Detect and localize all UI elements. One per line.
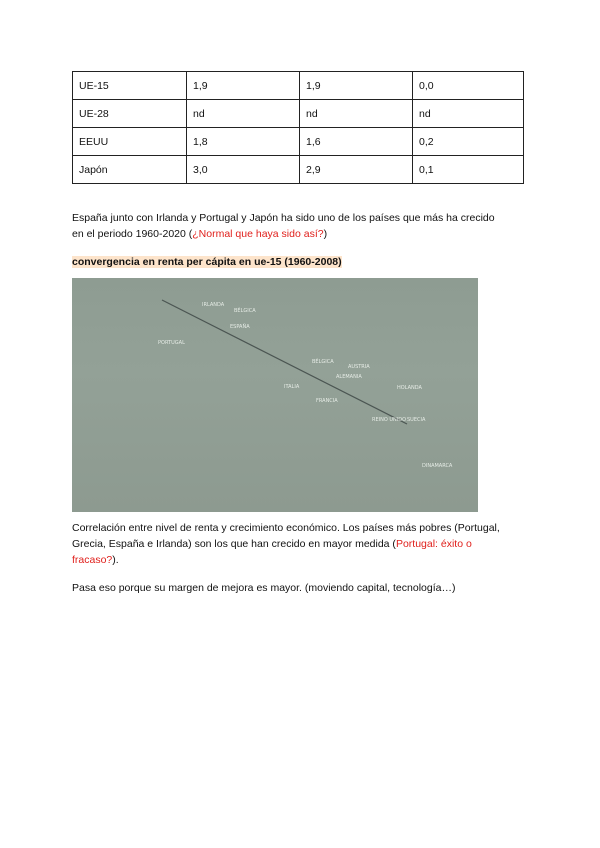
paragraph-margin bbox=[72, 580, 532, 596]
figure-label: ESPAÑA bbox=[230, 324, 250, 330]
table-cell: EEUU bbox=[73, 128, 187, 156]
convergence-figure-photo bbox=[72, 278, 478, 512]
table-row bbox=[73, 72, 524, 100]
table-cell: 0,2 bbox=[413, 128, 524, 156]
table-cell: UE-28 bbox=[73, 100, 187, 128]
text-line: Correlación entre nivel de renta y crecimiento económico. Los países más pobres (Portugal, bbox=[72, 522, 500, 534]
figure-label: IRLANDA bbox=[202, 302, 225, 308]
table-row bbox=[73, 100, 524, 128]
text-span: ). bbox=[112, 554, 119, 566]
table-cell: UE-15 bbox=[73, 72, 187, 100]
table-cell: 1,6 bbox=[300, 128, 413, 156]
table-cell: 0,0 bbox=[413, 72, 524, 100]
figure-label: ALEMANIA bbox=[336, 374, 362, 380]
table-cell: nd bbox=[413, 100, 524, 128]
figure-label: SUECIA bbox=[407, 417, 426, 423]
table-cell: 0,1 bbox=[413, 156, 524, 184]
figure-label: HOLANDA bbox=[397, 385, 422, 391]
section-heading-wrap bbox=[72, 254, 532, 270]
table-row bbox=[73, 128, 524, 156]
table-cell: Japón bbox=[73, 156, 187, 184]
table-cell: 3,0 bbox=[187, 156, 300, 184]
text-line: Pasa eso porque su margen de mejora es mayor. (moviendo capital, tecnología…) bbox=[72, 582, 456, 594]
text-line bbox=[72, 536, 532, 552]
text-span: Grecia, España e Irlanda) son los que han crecido en mayor medida ( bbox=[72, 538, 396, 550]
question-text: ¿Normal que haya sido así? bbox=[192, 228, 324, 240]
table-cell: 2,9 bbox=[300, 156, 413, 184]
text-line bbox=[72, 226, 532, 242]
table-cell: 1,9 bbox=[300, 72, 413, 100]
table-cell: nd bbox=[187, 100, 300, 128]
paragraph-correlation bbox=[72, 520, 532, 568]
question-text: Portugal: éxito o bbox=[395, 538, 472, 550]
figure-label: REINO UNIDO bbox=[372, 417, 407, 423]
table-cell: 1,9 bbox=[187, 72, 300, 100]
text-line bbox=[72, 552, 532, 568]
table-row bbox=[73, 156, 524, 184]
section-heading: convergencia en renta per cápita en ue-15 (1960-2008) bbox=[72, 256, 342, 268]
figure-label: AUSTRIA bbox=[348, 364, 370, 370]
text-line: España junto con Irlanda y Portugal y Japón ha sido uno de los países que más ha crecido bbox=[72, 212, 495, 224]
growth-table bbox=[72, 71, 524, 184]
table-cell: nd bbox=[300, 100, 413, 128]
figure-label: FRANCIA bbox=[316, 398, 338, 404]
figure-label: DINAMARCA bbox=[422, 463, 453, 469]
figure-graphic bbox=[72, 278, 478, 512]
trend-line bbox=[162, 300, 407, 424]
paragraph-intro bbox=[72, 210, 532, 242]
figure-label: PORTUGAL bbox=[158, 340, 185, 346]
text-span: ) bbox=[323, 228, 328, 240]
figure-label: ITALIA bbox=[284, 384, 300, 390]
text-span: en el periodo 1960-2020 ( bbox=[72, 228, 193, 240]
table-cell: 1,8 bbox=[187, 128, 300, 156]
figure-label: BÉLGICA bbox=[234, 308, 256, 314]
question-text: fracaso? bbox=[72, 554, 113, 566]
figure-label: BÉLGICA bbox=[312, 359, 334, 365]
